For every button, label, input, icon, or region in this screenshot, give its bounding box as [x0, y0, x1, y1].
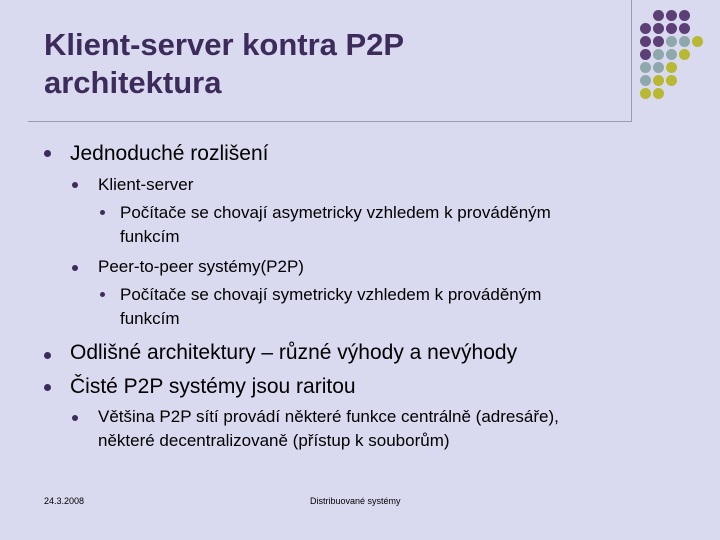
vertical-divider: [631, 0, 632, 121]
bullet-ciste-p2p: Čisté P2P systémy jsou raritou: [70, 375, 356, 398]
bullet-icon: [44, 352, 51, 359]
bullet-asymetricky-cont: funkcím: [120, 227, 180, 246]
decorative-dot: [653, 23, 664, 34]
bullet-symetricky-cont: funkcím: [120, 309, 180, 328]
bullet-vetsina-p2p: Většina P2P sítí provádí některé funkce centrálně (adresáře),: [98, 407, 559, 426]
bullet-icon: [72, 265, 78, 271]
decorative-dot: [653, 75, 664, 86]
decorative-dot: [653, 49, 664, 60]
decorative-dot: [666, 49, 677, 60]
title-line-2: architektura: [44, 65, 222, 100]
decorative-dot: [666, 10, 677, 21]
bullet-odlisne-architektury: Odlišné architektury – různé výhody a nevýhody: [70, 341, 518, 364]
decorative-dot: [666, 36, 677, 47]
bullet-symetricky: Počítače se chovají symetricky vzhledem k prováděným: [120, 285, 542, 304]
decorative-dot: [653, 36, 664, 47]
decorative-dot: [653, 10, 664, 21]
decorative-dot: [653, 62, 664, 73]
decorative-dot: [640, 62, 651, 73]
bullet-icon: [72, 182, 78, 188]
bullet-icon: [44, 384, 51, 391]
decorative-dot: [653, 88, 664, 99]
bullet-peer-to-peer: Peer-to-peer systémy(P2P): [98, 257, 304, 276]
decorative-dot: [640, 75, 651, 86]
slide-title: [44, 26, 584, 102]
bullet-icon: [44, 150, 51, 157]
decorative-dot: [640, 88, 651, 99]
bullet-icon: [72, 415, 78, 421]
bullet-jednoduche-rozliseni: Jednoduché rozlišení: [70, 142, 269, 165]
decorative-dot: [679, 23, 690, 34]
bullet-icon: [100, 292, 105, 297]
bullet-vetsina-p2p-cont: některé decentralizovaně (přístup k souborům): [98, 431, 450, 450]
decorative-dot: [679, 10, 690, 21]
decorative-dot: [679, 49, 690, 60]
decorative-dot: [666, 62, 677, 73]
footer-date: 24.3.2008: [44, 496, 85, 506]
title-divider: [28, 121, 632, 122]
decorative-dot: [679, 36, 690, 47]
decorative-dot-grid: [640, 10, 720, 110]
footer-title: Distribuované systémy: [310, 496, 401, 506]
decorative-dot: [640, 36, 651, 47]
decorative-dot: [640, 49, 651, 60]
bullet-klient-server: Klient-server: [98, 175, 194, 194]
decorative-dot: [666, 75, 677, 86]
bullet-icon: [100, 210, 105, 215]
decorative-dot: [692, 36, 703, 47]
bullet-asymetricky: Počítače se chovají asymetricky vzhledem k prováděným: [120, 203, 551, 222]
decorative-dot: [666, 23, 677, 34]
title-line-1: Klient-server kontra P2P: [44, 27, 405, 62]
decorative-dot: [640, 23, 651, 34]
